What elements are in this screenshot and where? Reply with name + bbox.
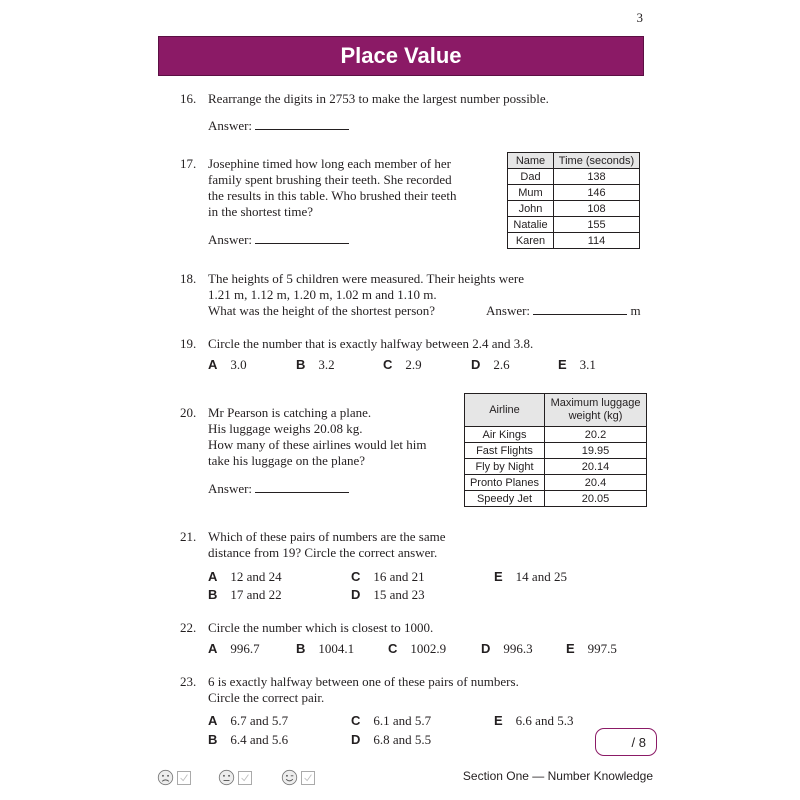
table-row bbox=[508, 217, 640, 233]
option-b[interactable] bbox=[208, 732, 288, 748]
question-16-answer[interactable] bbox=[208, 118, 349, 134]
option-letter: D bbox=[471, 357, 481, 372]
option-letter: E bbox=[494, 569, 503, 584]
option-b[interactable] bbox=[296, 641, 354, 657]
table-row bbox=[508, 185, 640, 201]
table-row bbox=[508, 201, 640, 217]
table-row bbox=[465, 427, 647, 443]
option-letter: E bbox=[566, 641, 575, 656]
table-header: Maximum luggage weight (kg) bbox=[545, 394, 647, 427]
text-line: Which of these pairs of numbers are the same bbox=[208, 529, 446, 544]
option-value: 14 and 25 bbox=[515, 569, 567, 584]
checkbox-icon[interactable] bbox=[301, 771, 315, 785]
unit-label: m bbox=[630, 303, 641, 318]
question-19-number: 19. bbox=[180, 336, 197, 351]
table-cell: Mum bbox=[508, 185, 554, 201]
question-19-text: Circle the number that is exactly halfway between 2.4 and 3.8. bbox=[208, 336, 534, 351]
option-value: 3.1 bbox=[579, 357, 596, 372]
text-line: family spent brushing their teeth. She recorded bbox=[208, 172, 452, 187]
option-value: 6.6 and 5.3 bbox=[515, 713, 574, 728]
option-value: 12 and 24 bbox=[230, 569, 282, 584]
text-line: Josephine timed how long each member of her bbox=[208, 156, 451, 171]
option-value: 2.6 bbox=[493, 357, 510, 372]
table-cell: 20.2 bbox=[545, 427, 647, 443]
neutral-face-icon[interactable] bbox=[218, 769, 235, 786]
question-17-text bbox=[208, 156, 457, 220]
option-value: 6.1 and 5.7 bbox=[373, 713, 432, 728]
question-20-text bbox=[208, 405, 426, 469]
checkbox-icon[interactable] bbox=[177, 771, 191, 785]
table-cell: 146 bbox=[554, 185, 640, 201]
option-c[interactable] bbox=[388, 641, 446, 657]
question-20-number: 20. bbox=[180, 405, 197, 420]
option-value: 996.7 bbox=[230, 641, 260, 656]
self-assessment-happy[interactable] bbox=[281, 769, 315, 786]
option-letter: B bbox=[296, 641, 306, 656]
option-a[interactable] bbox=[208, 641, 260, 657]
option-value: 17 and 22 bbox=[230, 587, 282, 602]
table-header: Time (seconds) bbox=[554, 153, 640, 169]
brushing-time-table bbox=[507, 152, 640, 249]
option-letter: D bbox=[481, 641, 491, 656]
text-line: in the shortest time? bbox=[208, 204, 314, 219]
happy-face-icon[interactable] bbox=[281, 769, 298, 786]
option-letter: E bbox=[494, 713, 503, 728]
answer-label: Answer: bbox=[208, 481, 253, 496]
table-header: Airline bbox=[465, 394, 545, 427]
option-value: 16 and 21 bbox=[373, 569, 425, 584]
option-d[interactable] bbox=[351, 732, 431, 748]
table-cell: Natalie bbox=[508, 217, 554, 233]
text-line: What was the height of the shortest person? bbox=[208, 303, 436, 318]
option-value: 3.2 bbox=[318, 357, 335, 372]
self-assessment-sad[interactable] bbox=[157, 769, 191, 786]
option-value: 2.9 bbox=[405, 357, 422, 372]
question-17-number: 17. bbox=[180, 156, 197, 171]
question-23-number: 23. bbox=[180, 674, 197, 689]
question-16-number: 16. bbox=[180, 91, 197, 106]
checkbox-icon[interactable] bbox=[238, 771, 252, 785]
option-d[interactable] bbox=[471, 357, 510, 373]
question-21-number: 21. bbox=[180, 529, 197, 544]
answer-blank[interactable] bbox=[255, 118, 349, 130]
table-cell: 20.05 bbox=[545, 491, 647, 507]
option-e[interactable] bbox=[494, 569, 567, 585]
table-row bbox=[508, 169, 640, 185]
table-row bbox=[508, 233, 640, 249]
option-letter: C bbox=[383, 357, 393, 372]
option-value: 6.8 and 5.5 bbox=[373, 732, 432, 747]
text-line: the results in this table. Who brushed their teeth bbox=[208, 188, 457, 203]
text-line: take his luggage on the plane? bbox=[208, 453, 366, 468]
table-cell: 19.95 bbox=[545, 443, 647, 459]
table-cell: Dad bbox=[508, 169, 554, 185]
option-value: 3.0 bbox=[230, 357, 247, 372]
option-value: 1004.1 bbox=[318, 641, 355, 656]
table-row bbox=[465, 459, 647, 475]
option-letter: C bbox=[351, 713, 361, 728]
option-letter: B bbox=[208, 587, 218, 602]
table-row bbox=[465, 491, 647, 507]
question-20-answer[interactable] bbox=[208, 481, 349, 497]
score-box bbox=[595, 728, 657, 756]
option-letter: C bbox=[351, 569, 361, 584]
table-cell: Fly by Night bbox=[465, 459, 545, 475]
option-e[interactable] bbox=[558, 357, 596, 373]
table-cell: Speedy Jet bbox=[465, 491, 545, 507]
option-a[interactable] bbox=[208, 569, 282, 585]
table-cell: Fast Flights bbox=[465, 443, 545, 459]
option-value: 15 and 23 bbox=[373, 587, 425, 602]
table-cell: 20.14 bbox=[545, 459, 647, 475]
option-b[interactable] bbox=[296, 357, 335, 373]
text-line: Circle the correct pair. bbox=[208, 690, 325, 705]
option-value: 1002.9 bbox=[410, 641, 447, 656]
option-letter: D bbox=[351, 732, 361, 747]
option-letter: C bbox=[388, 641, 398, 656]
answer-blank[interactable] bbox=[255, 481, 349, 493]
option-e[interactable] bbox=[494, 713, 573, 729]
question-18-text bbox=[208, 271, 524, 319]
question-18-answer[interactable] bbox=[486, 303, 641, 319]
answer-blank[interactable] bbox=[533, 303, 627, 315]
table-row bbox=[465, 475, 647, 491]
page-title: Place Value bbox=[158, 36, 644, 76]
luggage-allowance-table bbox=[464, 393, 647, 507]
option-letter: A bbox=[208, 641, 218, 656]
table-cell: 155 bbox=[554, 217, 640, 233]
option-value: 6.7 and 5.7 bbox=[230, 713, 289, 728]
answer-label: Answer: bbox=[208, 118, 253, 133]
answer-blank[interactable] bbox=[255, 232, 349, 244]
question-16-text: Rearrange the digits in 2753 to make the largest number possible. bbox=[208, 91, 549, 106]
self-assessment-neutral[interactable] bbox=[218, 769, 252, 786]
table-cell: John bbox=[508, 201, 554, 217]
text-line: distance from 19? Circle the correct answer. bbox=[208, 545, 438, 560]
option-letter: B bbox=[208, 732, 218, 747]
option-letter: A bbox=[208, 569, 218, 584]
option-a[interactable] bbox=[208, 713, 288, 729]
option-a[interactable] bbox=[208, 357, 247, 373]
option-c[interactable] bbox=[351, 569, 425, 585]
question-22-text: Circle the number which is closest to 1000. bbox=[208, 620, 434, 635]
option-d[interactable] bbox=[351, 587, 425, 603]
answer-label: Answer: bbox=[208, 232, 253, 247]
table-cell: Karen bbox=[508, 233, 554, 249]
table-header: Name bbox=[508, 153, 554, 169]
option-c[interactable] bbox=[383, 357, 422, 373]
option-d[interactable] bbox=[481, 641, 533, 657]
option-b[interactable] bbox=[208, 587, 282, 603]
option-letter: A bbox=[208, 357, 218, 372]
option-value: 6.4 and 5.6 bbox=[230, 732, 289, 747]
question-23-text bbox=[208, 674, 519, 706]
table-cell: 20.4 bbox=[545, 475, 647, 491]
text-line: The heights of 5 children were measured. Their heights were bbox=[208, 271, 524, 286]
table-cell: 108 bbox=[554, 201, 640, 217]
option-e[interactable] bbox=[566, 641, 617, 657]
score-label: / 8 bbox=[631, 734, 646, 750]
question-21-text bbox=[208, 529, 446, 561]
table-row bbox=[465, 443, 647, 459]
table-cell: 138 bbox=[554, 169, 640, 185]
text-line: His luggage weighs 20.08 kg. bbox=[208, 421, 363, 436]
text-line: How many of these airlines would let him bbox=[208, 437, 427, 452]
question-18-number: 18. bbox=[180, 271, 197, 286]
option-value: 997.5 bbox=[587, 641, 617, 656]
option-letter: A bbox=[208, 713, 218, 728]
text-line: 6 is exactly halfway between one of these pairs of numbers. bbox=[208, 674, 519, 689]
question-22-number: 22. bbox=[180, 620, 197, 635]
option-c[interactable] bbox=[351, 713, 431, 729]
option-letter: E bbox=[558, 357, 567, 372]
table-cell: Pronto Planes bbox=[465, 475, 545, 491]
footer-section-label: Section One — Number Knowledge bbox=[462, 769, 653, 783]
table-cell: Air Kings bbox=[465, 427, 545, 443]
option-letter: D bbox=[351, 587, 361, 602]
page-number: 3 bbox=[636, 10, 643, 25]
sad-face-icon[interactable] bbox=[157, 769, 174, 786]
text-line: 1.21 m, 1.12 m, 1.20 m, 1.02 m and 1.10 m. bbox=[208, 287, 437, 302]
text-line: Mr Pearson is catching a plane. bbox=[208, 405, 372, 420]
option-letter: B bbox=[296, 357, 306, 372]
answer-label: Answer: bbox=[486, 303, 531, 318]
table-cell: 114 bbox=[554, 233, 640, 249]
question-17-answer[interactable] bbox=[208, 232, 349, 248]
option-value: 996.3 bbox=[503, 641, 533, 656]
